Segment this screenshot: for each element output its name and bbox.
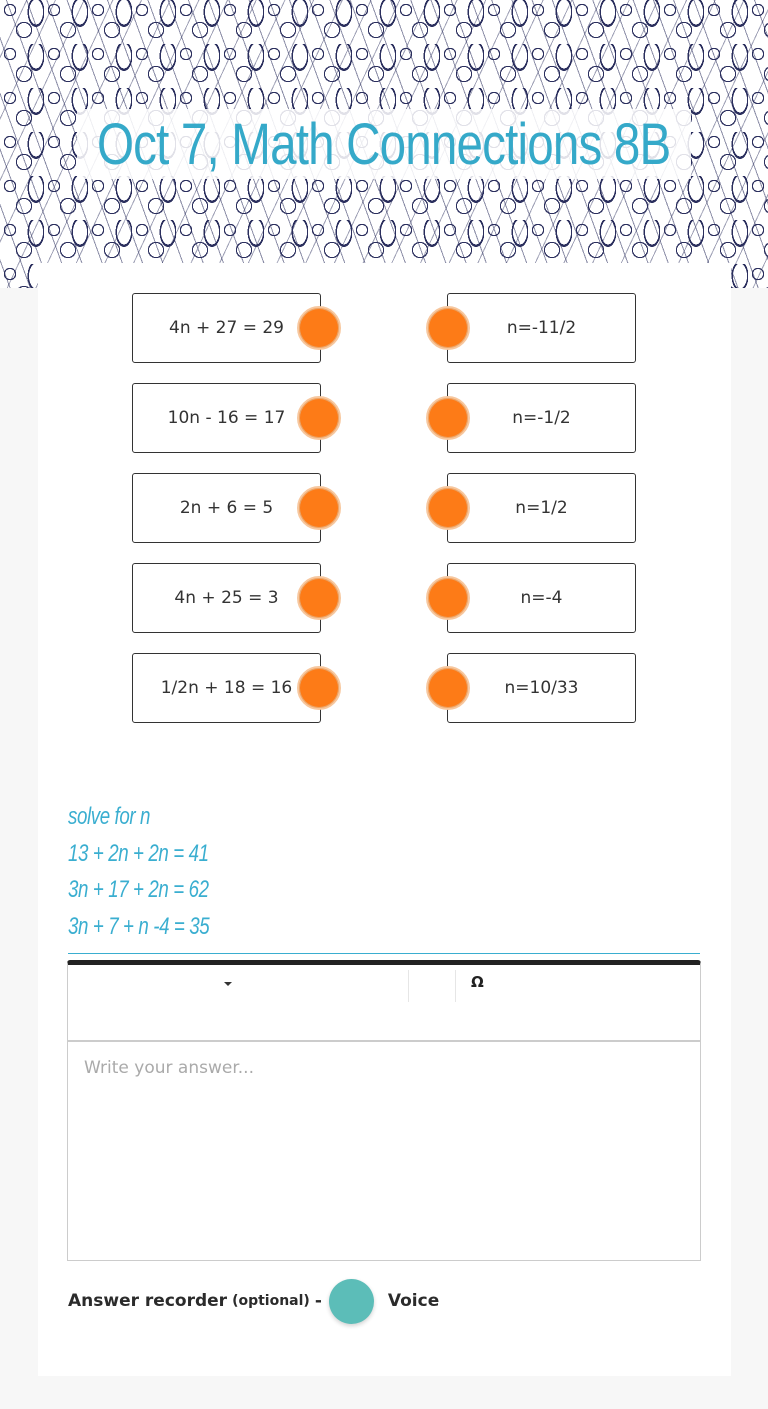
match-left-item[interactable] (132, 473, 321, 543)
recorder-label: Answer recorder (68, 1291, 228, 1311)
match-right-label: n=-11/2 (506, 318, 577, 338)
left-connector-dot[interactable] (297, 306, 341, 350)
answer-textarea[interactable] (68, 1042, 700, 1260)
left-connector-dot[interactable] (297, 666, 341, 710)
match-left-label: 4n + 25 = 3 (174, 588, 279, 608)
question-prompt (68, 799, 700, 954)
match-right-item[interactable] (447, 473, 636, 543)
page-title: Oct 7, Math Connections 8B (97, 111, 671, 177)
answer-recorder (68, 1278, 439, 1324)
match-left-item[interactable] (132, 653, 321, 723)
format-dropdown-caret-icon[interactable] (224, 982, 232, 986)
match-right-item[interactable] (447, 653, 636, 723)
special-characters-button[interactable]: Ω (471, 973, 484, 991)
right-connector-dot[interactable] (426, 666, 470, 710)
prompt-line: 3n + 7 + n -4 = 35 (68, 912, 210, 940)
match-right-item[interactable] (447, 293, 636, 363)
match-left-item[interactable] (132, 563, 321, 633)
right-connector-dot[interactable] (426, 306, 470, 350)
match-right-label: n=-1/2 (512, 408, 571, 428)
match-left-item[interactable] (132, 383, 321, 453)
right-connector-dot[interactable] (426, 576, 470, 620)
toolbar-separator (455, 970, 456, 1002)
right-connector-dot[interactable] (426, 486, 470, 530)
editor-toolbar (68, 965, 700, 1042)
match-left-item[interactable] (132, 293, 321, 363)
title-box (77, 109, 691, 179)
match-right-label: n=-4 (520, 588, 563, 608)
match-right-item[interactable] (447, 383, 636, 453)
match-right-label: n=10/33 (504, 678, 579, 698)
left-connector-dot[interactable] (297, 576, 341, 620)
right-connector-dot[interactable] (426, 396, 470, 440)
match-left-label: 4n + 27 = 29 (169, 318, 284, 338)
match-left-label: 1/2n + 18 = 16 (160, 678, 293, 698)
prompt-line: solve for n (68, 803, 151, 830)
record-voice-button[interactable] (329, 1279, 374, 1324)
prompt-line: 13 + 2n + 2n = 41 (68, 839, 209, 867)
recorder-dash: - (314, 1291, 322, 1311)
recorder-mode-label: Voice (387, 1291, 440, 1311)
match-left-label: 10n - 16 = 17 (167, 408, 286, 428)
recorder-optional-label: (optional) (232, 1293, 310, 1309)
match-left-label: 2n + 6 = 5 (179, 498, 274, 518)
worksheet-card (38, 263, 731, 1376)
answer-editor (67, 960, 701, 1261)
match-right-label: n=1/2 (515, 498, 568, 518)
match-right-item[interactable] (447, 563, 636, 633)
left-connector-dot[interactable] (297, 486, 341, 530)
toolbar-separator (408, 970, 409, 1002)
left-connector-dot[interactable] (297, 396, 341, 440)
prompt-line: 3n + 17 + 2n = 62 (68, 876, 209, 903)
